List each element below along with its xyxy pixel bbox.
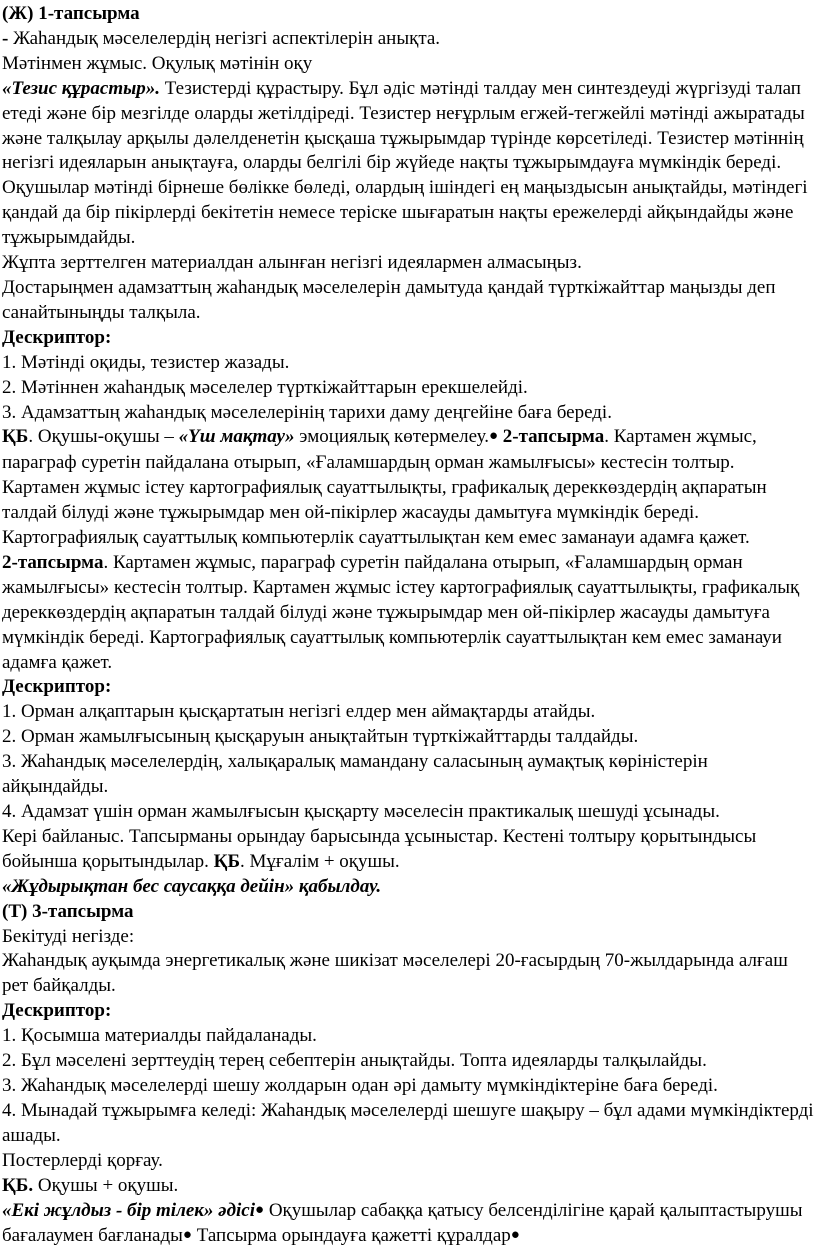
- task1-goal-dash: -: [2, 28, 13, 49]
- thesis-paragraph: [2, 77, 816, 251]
- descriptor-heading-1: Дескриптор:: [2, 326, 816, 351]
- task2-text: . Картамен жұмыс, параграф суретін пайдалана отырып, «Ғаламшардың орман жамылғысы» кестесін толтыр. Картамен жұмыс істеу картографиялық сауаттылықты, графикалық дереккөздердің ақпаратын талдай білуді және тұжырымдар мен ой-пікірлер жасауды дамытуға мүмкіндік береді. Картографиялық сауаттылық компьютерлік сауаттылықтан кем емес заманауи адамға қажет.: [2, 552, 799, 673]
- task1-descriptor-item: 3. Адамзаттың жаһандық мәселелерінің тарихи даму деңгейіне баға береді.: [2, 401, 816, 426]
- bullet-icon: ●: [511, 1227, 520, 1243]
- descriptor-heading-2: Дескриптор:: [2, 675, 816, 700]
- task3-text: Жаһандық ауқымда энергетикалық және шикізат мәселелері 20-ғасырдың 70-жылдарында алғаш рет байқалды.: [2, 949, 816, 999]
- stars-text-1: Оқушылар сабаққа қатысу белсенділігіне қарай қалыптастырушы бағалаумен бағланады: [2, 1200, 802, 1247]
- task3-descriptor-item: 1. Қосымша материалды пайдаланады.: [2, 1024, 816, 1049]
- task3-title: (Т) 3-тапсырма: [2, 900, 816, 925]
- task2-inline-label: 2-тапсырма: [498, 426, 604, 447]
- kb3-label: ҚБ.: [2, 1175, 33, 1196]
- task2-paragraph: [2, 551, 816, 676]
- task2-descriptor-item: 2. Орман жамылғысының қысқаруын анықтайтын түрткіжайттарды талдайды.: [2, 725, 816, 750]
- praise-term: «Үш мақтау»: [179, 426, 295, 447]
- thesis-term: «Тезис құрастыр».: [2, 78, 160, 99]
- task1-descriptor-item: 1. Мәтінді оқиды, тезистер жазады.: [2, 351, 816, 376]
- task1-title: (Ж) 1-тапсырма: [2, 2, 816, 27]
- task1-goal: [2, 27, 816, 52]
- stars-term: «Екі жұлдыз - бір тілек» әдісі: [2, 1200, 255, 1221]
- kb3-text: Оқушы + оқушы.: [33, 1175, 178, 1196]
- task2-descriptor-item: 3. Жаһандық мәселелердің, халықаралық мамандану саласының аумақтық көріністерін айқындайды.: [2, 750, 816, 800]
- pair-exchange: Жұпта зерттелген материалдан алынған негізгі идеялармен алмасыңыз.: [2, 251, 816, 276]
- task1-work: Мәтінмен жұмыс. Оқулық мәтінін оқу: [2, 52, 816, 77]
- feedback-text: Кері байланыс. Тапсырманы орындау барысында ұсыныстар. Кестені толтыру қорытындысы бойынша қорытындылар.: [2, 826, 756, 872]
- task3-descriptor-item: 2. Бұл мәселені зерттеудің терең себептерін анықтайды. Топта идеяларды талқылайды.: [2, 1049, 816, 1074]
- feedback-paragraph: [2, 825, 816, 875]
- task3-basis: Бекітуді негізде:: [2, 925, 816, 950]
- bullet-icon: ●: [255, 1202, 264, 1218]
- discuss-paragraph: Достарыңмен адамзаттың жаһандық мәселелерін дамытуда қандай түрткіжайттар маңызды деп санайтыныңды талқыла.: [2, 276, 816, 326]
- descriptor-heading-3: Дескриптор:: [2, 999, 816, 1024]
- kb1-text: . Оқушы-оқушы –: [28, 426, 178, 447]
- kb3-paragraph: [2, 1174, 816, 1199]
- task1-goal-text: Жаһандық мәселелердің негізгі аспектілерін анықта.: [13, 28, 440, 49]
- fist-technique: «Жұдырықтан бес саусаққа дейін» қабылдау.: [2, 875, 816, 900]
- kb2-text: . Мұғалім + оқушы.: [240, 851, 400, 872]
- task1-descriptor-item: 2. Мәтіннен жаһандық мәселелер түрткіжайттарын ерекшелейді.: [2, 376, 816, 401]
- kb1-paragraph: [2, 425, 816, 551]
- stars-paragraph: [2, 1199, 816, 1250]
- task2-label: 2-тапсырма: [2, 552, 103, 573]
- bullet-icon: ●: [489, 428, 498, 444]
- praise-text: эмоциялық көтермелеу.: [294, 426, 489, 447]
- task2-descriptor-item: 1. Орман алқаптарын қысқартатын негізгі елдер мен аймақтарды атайды.: [2, 700, 816, 725]
- kb1-label: ҚБ: [2, 426, 28, 447]
- thesis-text: Тезистерді құрастыру. Бұл әдіс мәтінді талдау мен синтездеуді жүргізуді талап етеді және бір мезгілде оларды жетілдіреді. Тезистер неғұрлым егжей-тегжейлі мәтінді ажыратады және талқылау арқылы дәлелденетін қысқаша тұжырымдар түрінде көрсетіледі. Тезистер мәтіннің негізгі идеяларын анықтауға, оларды белгілі бір жүйеде нақты тұжырымдауға мүмкіндік береді. Оқушылар мәтінді бірнеше бөлікке бөледі, олардың ішіндегі ең маңыздысын анықтайды, мәтіндегі қандай да бір пікірлерді бекітетін немесе теріске шығаратын нақты ережелерді айқындайды және тұжырымдайды.: [2, 78, 808, 248]
- bullet-icon: ●: [183, 1227, 192, 1243]
- task3-descriptor-item: 4. Мынадай тұжырымға келеді: Жаһандық мәселелерді шешуге шақыру – бұл адами мүмкіндіктерді ашады.: [2, 1099, 816, 1149]
- task3-descriptor-item: 3. Жаһандық мәселелерді шешу жолдарын одан әрі дамыту мүмкіндіктеріне баға береді.: [2, 1074, 816, 1099]
- posters-line: Постерлерді қорғау.: [2, 1149, 816, 1174]
- task2-descriptor-item: 4. Адамзат үшін орман жамылғысын қысқарту мәселесін практикалық шешуді ұсынады.: [2, 800, 816, 825]
- kb2-label: ҚБ: [214, 851, 240, 872]
- task2-inline-text: . Картамен жұмыс, параграф суретін пайдалана отырып, «Ғаламшардың орман жамылғысы» кестесін толтыр. Картамен жұмыс істеу картографиялық сауаттылықты, графикалық дереккөздердің ақпаратын талдай білуді және тұжырымдар мен ой-пікірлер жасауды дамытуға мүмкіндік береді. Картографиялық сауаттылық компьютерлік сауаттылықтан кем емес заманауи адамға қажет.: [2, 426, 767, 548]
- stars-text-2: Тапсырма орындауға қажетті құралдар: [192, 1225, 511, 1246]
